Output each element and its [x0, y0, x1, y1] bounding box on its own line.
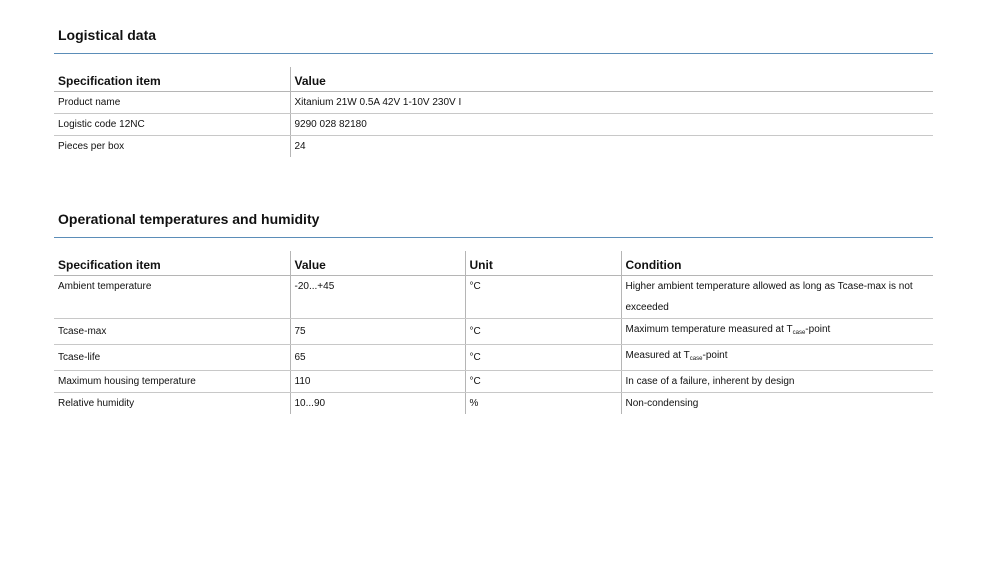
row-unit: °C [465, 276, 621, 319]
table-row [54, 371, 933, 393]
row-value: 9290 028 82180 [290, 114, 933, 136]
header-specification-item: Specification item [54, 251, 290, 276]
row-item: Relative humidity [58, 398, 135, 409]
row-value: 10...90 [290, 393, 465, 415]
row-value: -20...+45 [290, 276, 465, 319]
row-item: Logistic code 12NC [54, 114, 290, 136]
logistical-data-title: Logistical data [58, 27, 157, 43]
row-value: 110 [290, 371, 465, 393]
operational-divider [54, 237, 933, 238]
table-row [54, 319, 933, 345]
condition-subscript: case [689, 356, 703, 362]
header-value: Value [290, 67, 933, 92]
row-item: Maximum housing temperature [54, 371, 290, 393]
table-row [54, 136, 933, 158]
condition-subscript: case [792, 330, 806, 336]
row-unit: °C [465, 345, 621, 371]
header-unit: Unit [465, 251, 621, 276]
operational-temperatures-title: Operational temperatures and humidity [58, 211, 320, 227]
table-row [54, 276, 933, 319]
row-condition [621, 319, 933, 345]
operational-temperatures-table [54, 251, 933, 414]
row-condition: Non-condensing [621, 393, 933, 415]
table-row [54, 393, 933, 415]
header-specification-item: Specification item [54, 67, 290, 92]
row-value: 65 [290, 345, 465, 371]
condition-text-suffix: -point [702, 350, 728, 361]
table-row [54, 92, 933, 114]
row-item: Tcase-max [54, 319, 290, 345]
row-unit: % [465, 393, 621, 415]
condition-text-suffix: -point [805, 324, 831, 335]
table-row [54, 114, 933, 136]
condition-text: Measured at T [625, 350, 690, 361]
row-value: Xitanium 21W 0.5A 42V 1-10V 230V I [290, 92, 933, 114]
row-condition [621, 345, 933, 371]
row-value: 24 [290, 136, 933, 158]
row-item: Ambient temperature [54, 276, 290, 319]
header-value: Value [290, 251, 465, 276]
table-header-row [54, 67, 933, 92]
row-item: Pieces per box [58, 141, 125, 152]
row-condition: In case of a failure, inherent by design [621, 371, 933, 393]
row-value: 75 [290, 319, 465, 345]
table-row [54, 345, 933, 371]
row-unit: °C [465, 371, 621, 393]
row-unit: °C [465, 319, 621, 345]
logistical-data-table [54, 67, 933, 157]
row-item: Product name [54, 92, 290, 114]
header-condition: Condition [621, 251, 933, 276]
row-condition: Higher ambient temperature allowed as long as Tcase-max is not exceeded [621, 276, 933, 319]
row-item: Tcase-life [54, 345, 290, 371]
condition-text: Maximum temperature measured at T [625, 324, 793, 335]
logistical-divider [54, 53, 933, 54]
table-header-row [54, 251, 933, 276]
